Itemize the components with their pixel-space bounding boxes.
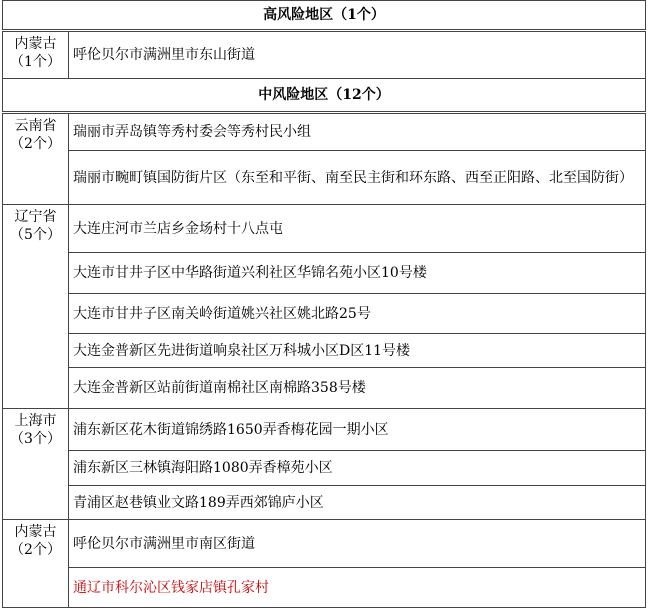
province-name: 内蒙古 [14, 524, 57, 540]
address-cell: 大连市甘井子区南关岭街道姚兴社区姚北路25号 [69, 294, 646, 334]
address-cell-highlighted: 通辽市科尔沁区钱家店镇孔家村 [69, 568, 646, 608]
address-cell: 大连金普新区先进街道响泉社区万科城小区D区11号楼 [69, 334, 646, 368]
province-count: （3个） [10, 431, 61, 447]
province-count: （5个） [10, 227, 61, 243]
province-count: （1个） [10, 54, 61, 70]
province-cell [3, 31, 69, 79]
section-title-medium: 中风险地区（12个） [3, 79, 646, 113]
address-cell: 瑞丽市畹町镇国防街片区（东至和平街、南至民主街和环东路、西至正阳路、北至国防街） [69, 151, 646, 205]
address-cell: 呼伦贝尔市满洲里市南区街道 [69, 520, 646, 568]
province-name: 辽宁省 [14, 209, 57, 225]
province-cell [3, 205, 69, 409]
address-cell: 大连金普新区站前街道南棉社区南棉路358号楼 [69, 368, 646, 409]
address-cell: 瑞丽市弄岛镇等秀村委会等秀村民小组 [69, 113, 646, 151]
address-cell: 浦东新区花木街道锦绣路1650弄香梅花园一期小区 [69, 409, 646, 451]
address-cell: 大连市甘井子区中华路街道兴利社区华锦名苑小区10号楼 [69, 253, 646, 294]
province-count: （2个） [10, 542, 61, 558]
address-cell: 青浦区赵巷镇业文路189弄西郊锦庐小区 [69, 486, 646, 520]
province-name: 上海市 [14, 413, 57, 429]
section-title-high: 高风险地区（1个） [3, 1, 646, 31]
address-cell: 呼伦贝尔市满洲里市东山街道 [69, 31, 646, 79]
address-cell: 大连庄河市兰店乡金场村十八点屯 [69, 205, 646, 253]
province-name: 云南省 [14, 118, 57, 134]
province-name: 内蒙古 [14, 36, 57, 52]
province-cell [3, 520, 69, 608]
province-cell [3, 113, 69, 205]
risk-area-table [2, 0, 646, 608]
province-count: （2个） [10, 136, 61, 152]
province-cell [3, 409, 69, 520]
address-cell: 浦东新区三林镇海阳路1080弄香樟苑小区 [69, 451, 646, 486]
